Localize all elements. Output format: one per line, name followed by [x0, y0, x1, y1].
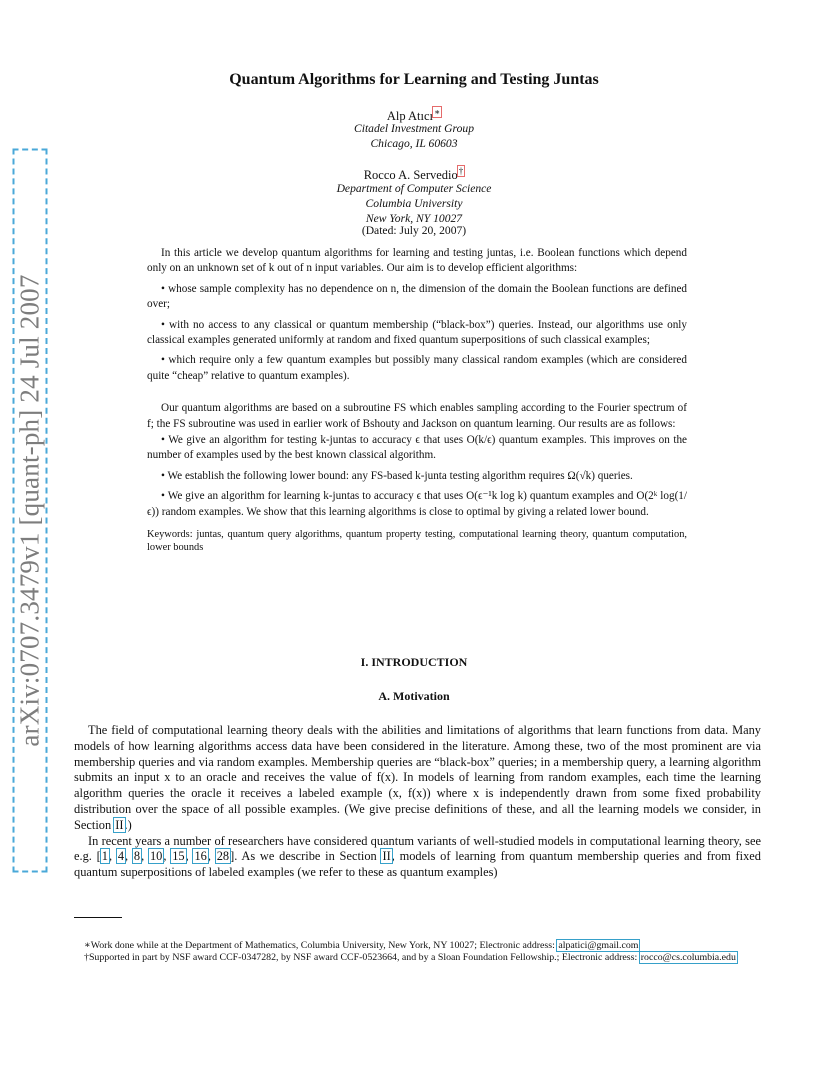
abstract-para: Our quantum algorithms are based on a subroutine FS which enables sampling according to the Fourier spectrum of f; the FS subroutine was used in earlier work of Bshouty and Jackson on quantum learning. Our results are as follows:: [147, 402, 687, 430]
abstract-bullet: • which require only a few quantum examples but possibly many classical random examples (which are considered quite “cheap” relative to quantum examples).: [147, 354, 687, 382]
affil-line: Citadel Investment Group: [354, 122, 474, 135]
footnotes: [74, 940, 762, 965]
citation-link[interactable]: 1: [101, 849, 108, 864]
body-text-run: The field of computational learning theory deals with the abilities and limitations of algorithms that learn functions from data. Many models of how learning algorithms access data have been considered in the literature. Among these, two of the most prominent are via membership queries and via random examples. Membership queries are “black-box” queries; in a membership query, a learning algorithm submits an input x to an oracle and receives the value of f(x). In models of learning from random examples, each time the learning algorithm queries the oracle it receives a labeled example (x, f(x)) where x is independently drawn from some fixed probability distribution over the space of all possible examples. (We give precise definitions of these, and all the learning models we consider, in Section: [74, 723, 761, 832]
subsection-heading: A. Motivation: [378, 689, 450, 703]
abstract-para: In this article we develop quantum algorithms for learning and testing juntas, i.e. Boolean functions which depend only on an unknown set of k out of n input variables. Our aim is to develop efficient algorithms:: [147, 247, 687, 275]
citation-link[interactable]: 15: [172, 849, 185, 864]
footnote-mark[interactable]: †: [458, 166, 464, 176]
date-line: (Dated: July 20, 2007): [361, 224, 467, 237]
arxiv-sidebar-stamp[interactable]: arXiv:0707.3479v1 [quant-ph] 24 Jul 2007: [15, 151, 46, 871]
citation-link[interactable]: 28: [216, 849, 230, 864]
citation-link[interactable]: 4: [117, 849, 125, 864]
affiliation-1: [0, 121, 828, 151]
body-para-2: In recent years a number of researchers have considered quantum variants of well-studied models in computational learning theory, see e.g. [1, 4, 8, 10, 15, 16, 28]. As we describe in Section II, models of learning from quantum membership queries and from fixed quantum superpositions of labeled examples (we refer to these as quantum examples): [74, 833, 762, 880]
bullet-text: We establish the following lower bound: any FS-based k-junta testing algorithm requires Ω(√k) queries.: [167, 469, 633, 482]
affiliation-2: [0, 181, 828, 226]
affil-line: New York, NY 10027: [365, 212, 463, 225]
affil-line: Department of Computer Science: [336, 182, 492, 195]
section-link[interactable]: II: [115, 817, 124, 832]
body-text-run: ]. As we describe in Section: [230, 849, 382, 864]
bullet-text: which require only a few quantum examples but possibly many classical random examples (which are considered quite “cheap” relative to quantum examples).: [147, 354, 687, 382]
footnote-rule: [74, 917, 122, 918]
paper-title: Quantum Algorithms for Learning and Testing Juntas: [229, 71, 599, 88]
abstract: [147, 246, 687, 554]
body-text-run: In recent years a number of researchers have considered quantum variants of well-studied models in computational learning theory, see e.g. [: [74, 833, 761, 864]
bullet-text: whose sample complexity has no dependence on n, the dimension of the domain the Boolean functions are defined over;: [147, 282, 688, 311]
affil-line: Chicago, IL 60603: [370, 137, 458, 150]
footnote-1: [74, 940, 762, 952]
citation-link[interactable]: 10: [149, 849, 163, 864]
email-link[interactable]: alpatici@gmail.com: [558, 940, 639, 951]
bullet-text: with no access to any classical or quantum membership (“black-box”) queries. Instead, our algorithms use only classical examples generated uniformly at random and fixed quantum superpositions of such classical examples;: [147, 318, 687, 347]
footnote-text: †Supported in part by NSF award CCF-0347282, by NSF award CCF-0523664, and by a Sloan Foundation Fellowship.; Electronic address:: [84, 952, 640, 964]
bullet-text: We give an algorithm for testing k-juntas to accuracy ϵ that uses O(k/ϵ) quantum examples. This improves on the number of examples used by the best known classical algorithm.: [147, 434, 688, 462]
section-heading: I. INTRODUCTION: [360, 655, 468, 669]
email-link[interactable]: rocco@cs.columbia.edu: [640, 952, 736, 964]
section-link[interactable]: II: [382, 849, 391, 864]
footnote-2: [74, 952, 762, 964]
citation-link[interactable]: 16: [194, 849, 207, 864]
bullet-text: We give an algorithm for learning k-juntas to accuracy ϵ that uses O(ϵ⁻¹k log k) quantum examples and O(2ᵏ log(1/ϵ)) random examples. We show that this learning algorithms is close to optimal by giving a related lower bound.: [147, 490, 687, 518]
affil-line: Columbia University: [365, 197, 463, 210]
body-para-1: [74, 723, 761, 834]
abstract-bullet: • We establish the following lower bound: any FS-based k-junta testing algorithm requires Ω(√k) queries.: [161, 469, 633, 482]
body-text: [74, 723, 761, 881]
abstract-bullet: • We give an algorithm for testing k-juntas to accuracy ϵ that uses O(k/ϵ) quantum examples. This improves on the number of examples used by the best known classical algorithm.: [147, 434, 688, 462]
abstract-bullet: • whose sample complexity has no dependence on n, the dimension of the domain the Boolean functions are defined over;: [147, 282, 688, 311]
footnote-text: ∗Work done while at the Department of Mathematics, Columbia University, New York, NY 10027; Electronic address:: [84, 940, 558, 951]
body-text-run: , models of learning from quantum membership queries and from fixed quantum superpositions of labeled examples (we refer to these as quantum examples): [74, 849, 762, 880]
author-name: Rocco A. Servedio: [363, 168, 458, 183]
body-text-run: .): [124, 817, 132, 832]
keywords: Keywords: juntas, quantum query algorithms, quantum property testing, computational learning theory, quantum computation, lower bounds: [147, 529, 687, 554]
footnote-mark[interactable]: ∗: [434, 107, 441, 117]
author-name: Alp Atıcı: [386, 109, 434, 124]
abstract-bullet: • We give an algorithm for learning k-juntas to accuracy ϵ that uses O(ϵ⁻¹k log k) quantum examples and O(2ᵏ log(1/ϵ)) random examples. We show that this learning algorithms is close to optimal by giving a related lower bound.: [147, 490, 687, 518]
abstract-bullet: • with no access to any classical or quantum membership (“black-box”) queries. Instead, our algorithms use only classical examples generated uniformly at random and fixed quantum superpositions of such classical examples;: [147, 318, 687, 347]
citation-link[interactable]: 8: [133, 849, 141, 864]
